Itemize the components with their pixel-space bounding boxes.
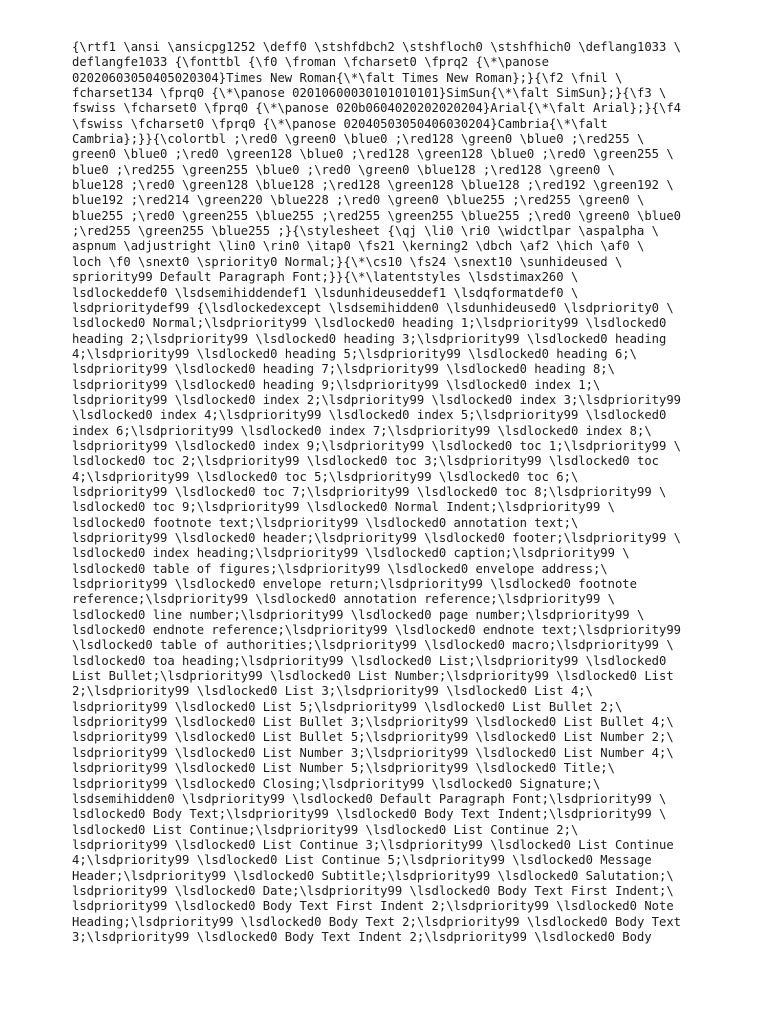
text-line: 2;\lsdpriority99 \lsdlocked0 List 3;\lsdpriority99 \lsdlocked0 List 4;\ (72, 684, 593, 699)
text-line: lsdlocked0 footnote text;\lsdpriority99 \lsdlocked0 annotation text;\ (72, 515, 579, 530)
text-line: reference;\lsdpriority99 \lsdlocked0 annotation reference;\lsdpriority99 \ (72, 592, 615, 607)
rtf-source-text (72, 40, 712, 945)
text-line: 4;\lsdpriority99 \lsdlocked0 heading 5;\lsdpriority99 \lsdlocked0 heading 6;\ (72, 346, 637, 361)
text-line: lsdlocked0 Normal;\lsdpriority99 \lsdlocked0 heading 1;\lsdpriority99 \lsdlocked0 (72, 316, 667, 331)
text-line: lsdlocked0 toa heading;\lsdpriority99 \lsdlocked0 List;\lsdpriority99 \lsdlocked0 (72, 653, 667, 668)
text-line: {\rtf1 \ansi \ansicpg1252 \deff0 \stshfdbch2 \stshfloch0 \stshfhich0 \deflang1033 \ (72, 40, 682, 54)
text-line: lsdprioritydef99 {\lsdlockedexcept \lsdsemihidden0 \lsdunhideused0 \lsdpriority0 \ (72, 300, 674, 315)
text-line: Cambria};}}{\colortbl ;\red0 \green0 \blue0 ;\red128 \green0 \blue0 ;\red255 \ (72, 132, 645, 147)
text-line: fswiss \fcharset0 \fprq0 {\*\panose 020b0604020202020204}Arial{\*\falt Arial};}{\f4 (72, 101, 682, 116)
text-line: index 6;\lsdpriority99 \lsdlocked0 index 7;\lsdpriority99 \lsdlocked0 index 8;\ (72, 423, 652, 438)
text-line: lsdpriority99 \lsdlocked0 Closing;\lsdpriority99 \lsdlocked0 Signature;\ (72, 776, 601, 791)
text-line: lsdpriority99 \lsdlocked0 toc 7;\lsdpriority99 \lsdlocked0 toc 8;\lsdpriority99 \ (72, 484, 667, 499)
text-line: 4;\lsdpriority99 \lsdlocked0 List Continue 5;\lsdpriority99 \lsdlocked0 Message (72, 853, 652, 868)
text-line: blue255 ;\red0 \green255 \blue255 ;\red255 \green255 \blue255 ;\red0 \green0 \blue0 (72, 208, 682, 223)
text-line: blue0 ;\red255 \green255 \blue0 ;\red0 \green0 \blue128 ;\red128 \green0 \ (72, 162, 615, 177)
text-line: lsdpriority99 \lsdlocked0 heading 7;\lsdpriority99 \lsdlocked0 heading 8;\ (72, 362, 615, 377)
text-line: lsdlocked0 endnote reference;\lsdpriority99 \lsdlocked0 endnote text;\lsdpriority99 (72, 623, 682, 638)
text-line: lsdlocked0 toc 2;\lsdpriority99 \lsdlocked0 toc 3;\lsdpriority99 \lsdlocked0 toc (72, 454, 659, 469)
text-line: lsdpriority99 \lsdlocked0 header;\lsdpriority99 \lsdlocked0 footer;\lsdpriority99 \ (72, 531, 682, 545)
text-line: 3;\lsdpriority99 \lsdlocked0 Body Text Indent 2;\lsdpriority99 \lsdlocked0 Body (72, 929, 652, 944)
text-line: lsdlocked0 table of figures;\lsdpriority99 \lsdlocked0 envelope address;\ (72, 561, 608, 576)
text-line: \fswiss \fcharset0 \fprq0 {\*\panose 02040503050406030204}Cambria{\*\falt (72, 116, 608, 131)
text-line: blue192 ;\red214 \green220 \blue228 ;\red0 \green0 \blue255 ;\red255 \green0 \ (72, 193, 645, 208)
text-line: lsdpriority99 \lsdlocked0 List Bullet 5;\lsdpriority99 \lsdlocked0 List Number 2;\ (72, 730, 674, 745)
text-line: fcharset134 \fprq0 {\*\panose 02010600030101010101}SimSun{\*\falt SimSun};}{\f3 \ (72, 86, 667, 101)
text-line: \lsdlocked0 index 4;\lsdpriority99 \lsdlocked0 index 5;\lsdpriority99 \lsdlocked0 (72, 408, 667, 423)
text-line: deflangfe1033 {\fonttbl {\f0 \froman \fcharset0 \fprq2 {\*\panose (72, 55, 549, 70)
text-line: blue128 ;\red0 \green128 \blue128 ;\red128 \green128 \blue128 ;\red192 \green192 \ (72, 178, 674, 193)
text-line: lsdlocked0 toc 9;\lsdpriority99 \lsdlocked0 Normal Indent;\lsdpriority99 \ (72, 500, 615, 515)
text-line: lsdlocked0 line number;\lsdpriority99 \lsdlocked0 page number;\lsdpriority99 \ (72, 607, 645, 622)
text-line: lsdpriority99 \lsdlocked0 List Bullet 3;\lsdpriority99 \lsdlocked0 List Bullet 4;\ (72, 715, 674, 730)
text-line: heading 2;\lsdpriority99 \lsdlocked0 heading 3;\lsdpriority99 \lsdlocked0 heading (72, 331, 667, 346)
text-line: lsdpriority99 \lsdlocked0 heading 9;\lsdpriority99 \lsdlocked0 index 1;\ (72, 377, 601, 392)
text-line: lsdlocked0 List Continue;\lsdpriority99 \lsdlocked0 List Continue 2;\ (72, 822, 579, 837)
text-line: lsdpriority99 \lsdlocked0 Body Text First Indent 2;\lsdpriority99 \lsdlocked0 Note (72, 899, 674, 914)
text-line: ;\red255 \green255 \blue255 ;}{\stylesheet {\qj \li0 \ri0 \widctlpar \aspalpha \ (72, 224, 659, 239)
text-line: lsdsemihidden0 \lsdpriority99 \lsdlocked0 Default Paragraph Font;\lsdpriority99 \ (72, 791, 667, 806)
text-line: lsdpriority99 \lsdlocked0 List Number 3;\lsdpriority99 \lsdlocked0 List Number 4;\ (72, 745, 674, 760)
text-line: Header;\lsdpriority99 \lsdlocked0 Subtitle;\lsdpriority99 \lsdlocked0 Salutation;\ (72, 868, 674, 883)
text-line: spriority99 Default Paragraph Font;}}{\*\latentstyles \lsdstimax260 \ (72, 270, 579, 285)
text-line: aspnum \adjustright \lin0 \rin0 \itap0 \fs21 \kerning2 \dbch \af2 \hich \af0 \ (72, 239, 645, 254)
text-line: lsdpriority99 \lsdlocked0 List Number 5;\lsdpriority99 \lsdlocked0 Title;\ (72, 761, 615, 776)
text-line: List Bullet;\lsdpriority99 \lsdlocked0 List Number;\lsdpriority99 \lsdlocked0 List (72, 669, 674, 684)
text-line: \lsdlocked0 table of authorities;\lsdpriority99 \lsdlocked0 macro;\lsdpriority99 \ (72, 638, 674, 653)
text-line: lsdlockeddef0 \lsdsemihiddendef1 \lsdunhideuseddef1 \lsdqformatdef0 \ (72, 285, 579, 300)
text-line: lsdpriority99 \lsdlocked0 index 9;\lsdpriority99 \lsdlocked0 toc 1;\lsdpriority99 \ (72, 438, 682, 453)
text-line: Heading;\lsdpriority99 \lsdlocked0 Body Text 2;\lsdpriority99 \lsdlocked0 Body Text (72, 914, 682, 929)
text-line: lsdlocked0 Body Text;\lsdpriority99 \lsdlocked0 Body Text Indent;\lsdpriority99 \ (72, 807, 667, 822)
text-line: lsdpriority99 \lsdlocked0 Date;\lsdpriority99 \lsdlocked0 Body Text First Indent;\ (72, 883, 674, 898)
text-line: green0 \blue0 ;\red0 \green128 \blue0 ;\red128 \green128 \blue0 ;\red0 \green255 \ (72, 147, 674, 162)
text-line: 02020603050405020304}Times New Roman{\*\falt Times New Roman};}{\f2 \fnil \ (72, 70, 623, 85)
text-line: lsdpriority99 \lsdlocked0 List Continue 3;\lsdpriority99 \lsdlocked0 List Continue (72, 837, 674, 852)
text-line: lsdlocked0 index heading;\lsdpriority99 \lsdlocked0 caption;\lsdpriority99 \ (72, 546, 630, 561)
text-line: lsdpriority99 \lsdlocked0 envelope return;\lsdpriority99 \lsdlocked0 footnote (72, 577, 637, 592)
text-line: 4;\lsdpriority99 \lsdlocked0 toc 5;\lsdpriority99 \lsdlocked0 toc 6;\ (72, 469, 579, 484)
text-line: lsdpriority99 \lsdlocked0 index 2;\lsdpriority99 \lsdlocked0 index 3;\lsdpriority99 (72, 392, 682, 407)
text-line: lsdpriority99 \lsdlocked0 List 5;\lsdpriority99 \lsdlocked0 List Bullet 2;\ (72, 699, 623, 714)
text-line: loch \f0 \snext0 \spriority0 Normal;}{\*\cs10 \fs24 \snext10 \sunhideused \ (72, 254, 623, 269)
